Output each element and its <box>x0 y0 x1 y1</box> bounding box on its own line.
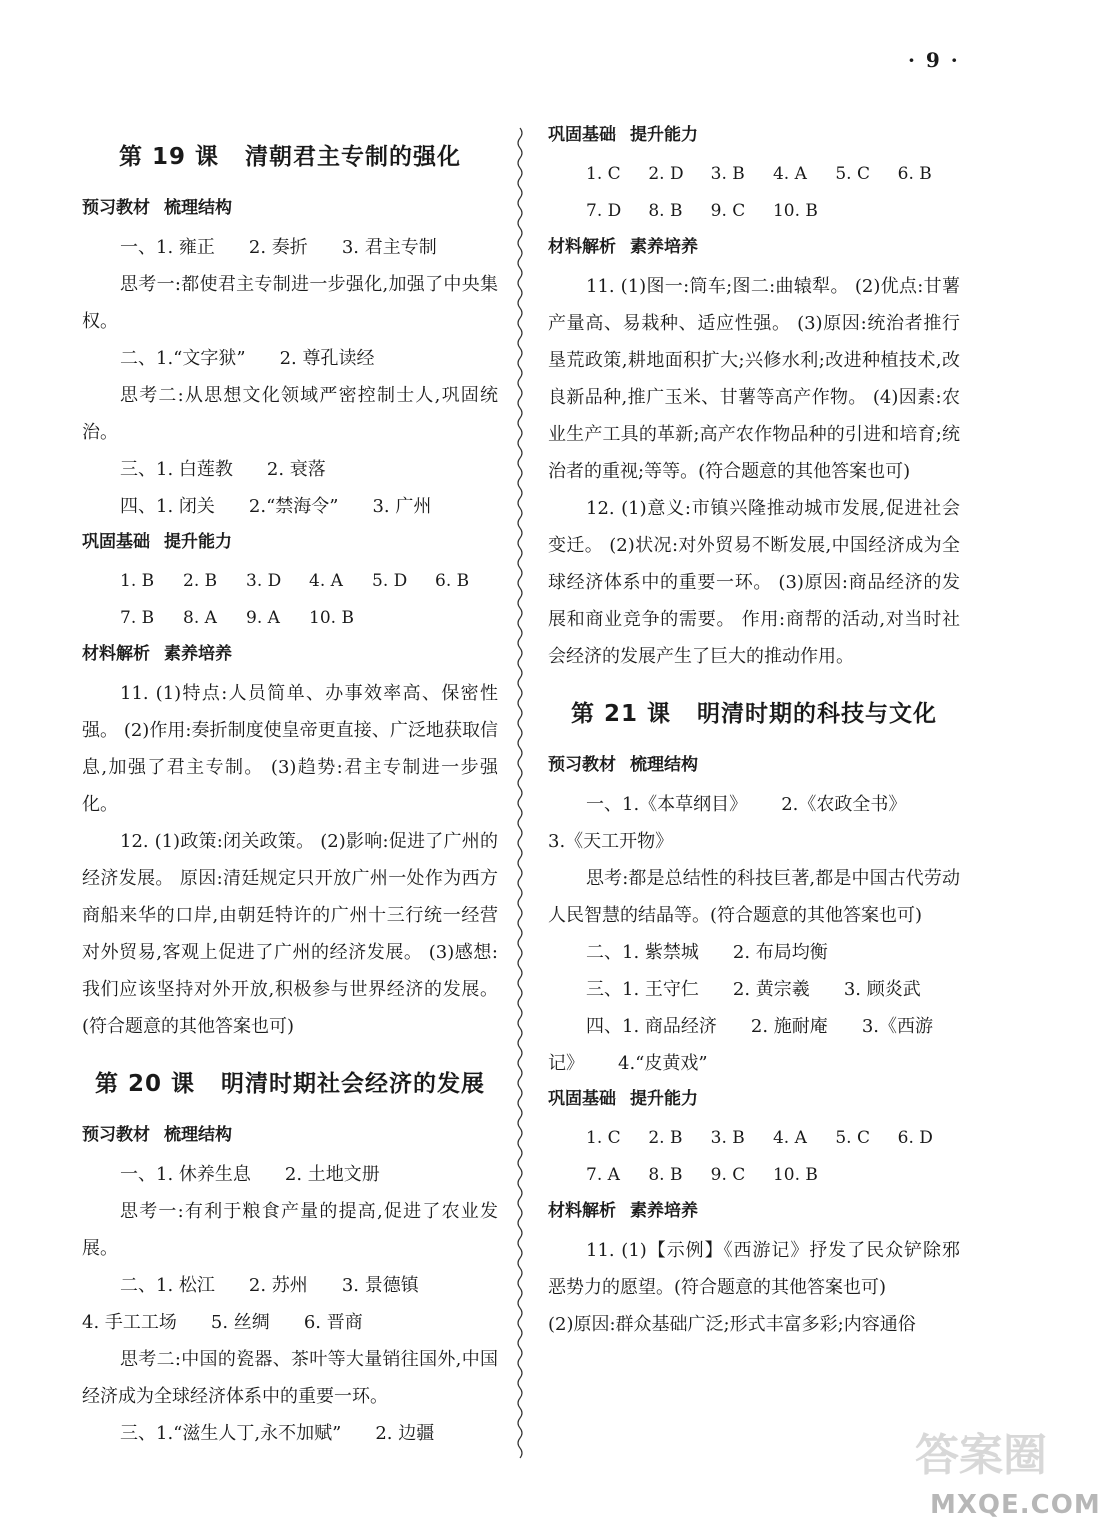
answer-item: 二、1.“文字狱” <box>120 348 246 369</box>
section-label: 提升能力 <box>630 125 698 145</box>
choice-answer: 6. D <box>897 1128 933 1148</box>
answer-paragraph: 11. (1)图一:筒车;图二:曲辕犁。 (2)优点:甘薯产量高、易栽种、适应性强。 (3)原因:统治者推行垦荒政策,耕地面积扩大;兴修水利;改进种植技术,改良新品种,推广玉米、甘薯等高产作物。 (4)因素:农业生产工具的革新;高产农作物品种的引进和培育;统治者的重视;等等。(符合题意的其他答案也可) <box>548 276 960 482</box>
choice-answer: 2. B <box>648 1128 683 1148</box>
answer-item: 2. 土地文册 <box>284 1164 380 1185</box>
answer-item: 一、1. 雍正 <box>120 237 215 258</box>
section-label: 材料解析 <box>82 644 150 664</box>
answer-paragraph: (2)原因:群众基础广泛;形式丰富多彩;内容通俗 <box>548 1314 916 1335</box>
section-label: 梳理结构 <box>164 198 232 218</box>
answer-line <box>82 488 498 525</box>
choice-answers <box>548 156 960 230</box>
section-heading <box>548 232 960 262</box>
choice-answer: 3. B <box>710 164 745 184</box>
section-heading <box>82 1120 498 1150</box>
answer-item: 2. 边疆 <box>375 1423 435 1444</box>
section-label: 素养培养 <box>630 237 698 257</box>
answer-item: 3. 广州 <box>372 496 432 517</box>
choice-answer: 5. C <box>835 164 870 184</box>
section-label: 梳理结构 <box>630 755 698 775</box>
lesson-21-title <box>548 695 960 728</box>
answer-line <box>82 451 498 488</box>
section-heading <box>548 750 960 780</box>
section-label: 预习教材 <box>548 755 616 775</box>
choice-answer: 6. B <box>435 571 470 591</box>
answer-item: 四、1. 闭关 <box>120 496 215 517</box>
section-label: 提升能力 <box>164 532 232 552</box>
lesson-number: 第 21 课 <box>570 701 672 727</box>
think-paragraph: 思考一:都使君主专制进一步强化,加强了中央集权。 <box>82 274 498 332</box>
choice-answer: 1. C <box>586 1128 621 1148</box>
think-paragraph: 思考二:从思想文化领域严密控制士人,巩固统治。 <box>82 385 498 443</box>
answer-paragraph: 11. (1)特点:人员简单、办事效率高、保密性强。 (2)作用:奏折制度使皇帝更直接、广泛地获取信息,加强了君主专制。 (3)趋势:君主专制进一步强化。 <box>82 683 498 815</box>
section-label: 素养培养 <box>164 644 232 664</box>
choice-answer: 7. D <box>586 201 622 221</box>
section-heading <box>548 1196 960 1226</box>
right-column <box>548 118 960 1343</box>
answer-item: 三、1. 白莲教 <box>120 459 233 480</box>
choice-answer: 7. A <box>586 1165 620 1185</box>
choice-answer: 10. B <box>772 1165 818 1185</box>
answer-line <box>82 229 498 266</box>
answer-line <box>82 340 498 377</box>
left-column <box>82 118 498 1452</box>
watermark-text: MXQE.COM <box>930 1490 1101 1520</box>
choice-answer: 9. A <box>246 608 280 628</box>
choice-answer: 7. B <box>120 608 155 628</box>
choice-answer: 6. B <box>897 164 932 184</box>
answer-item: 2. 尊孔读经 <box>279 348 375 369</box>
answer-item: 3. 君主专制 <box>341 237 437 258</box>
lesson-number: 第 19 课 <box>118 144 220 170</box>
section-label: 预习教材 <box>82 198 150 218</box>
answer-item: 记》 <box>548 1053 584 1074</box>
choice-answer: 5. C <box>835 1128 870 1148</box>
page-number: · 9 · <box>908 48 960 72</box>
answer-item: 2.“禁海令” <box>248 496 339 517</box>
choice-answers <box>548 1120 960 1194</box>
section-label: 梳理结构 <box>164 1125 232 1145</box>
section-heading <box>82 527 498 557</box>
answer-item: 3. 景德镇 <box>341 1275 419 1296</box>
answer-paragraph: 11. (1)【示例】《西游记》抒发了民众铲除邪恶势力的愿望。(符合题意的其他答案也可) <box>548 1240 960 1298</box>
choice-answer: 8. B <box>648 1165 683 1185</box>
section-heading <box>548 120 960 150</box>
answer-item: 四、1. 商品经济 <box>586 1016 717 1037</box>
answer-item: 三、1.“滋生人丁,永不加赋” <box>120 1423 342 1444</box>
watermark-logo-text: 答案圈 <box>915 1430 1047 1481</box>
section-label: 预习教材 <box>82 1125 150 1145</box>
choice-answer: 4. A <box>309 571 343 591</box>
answer-paragraph: 12. (1)政策:闭关政策。 (2)影响:促进了广州的经济发展。 原因:清廷规定只开放广州一处作为西方商船来华的口岸,由朝廷特许的广州十三行统一经营对外贸易,客观上促进了广州的经济发展。 (3)感想:我们应该坚持对外开放,积极参与世界经济的发展。(符合题意的其他答案也可) <box>82 831 498 1037</box>
choice-answer: 4. A <box>772 164 807 184</box>
answer-line <box>548 971 960 1008</box>
answer-line <box>82 1156 498 1193</box>
section-label: 巩固基础 <box>548 125 616 145</box>
answer-line <box>82 1267 498 1304</box>
answer-item: 2. 奏折 <box>248 237 308 258</box>
choice-answer: 9. C <box>710 201 746 221</box>
answer-item: 3. 顾炎武 <box>843 979 921 1000</box>
answer-line <box>548 786 960 823</box>
section-heading <box>82 193 498 223</box>
answer-item: 2. 苏州 <box>248 1275 308 1296</box>
choice-answer: 8. B <box>648 201 683 221</box>
think-paragraph: 思考二:中国的瓷器、茶叶等大量销往国外,中国经济成为全球经济体系中的重要一环。 <box>82 1349 498 1407</box>
choice-answer: 4. A <box>772 1128 807 1148</box>
choice-answer: 8. A <box>183 608 217 628</box>
answer-item: 6. 晋商 <box>303 1312 363 1333</box>
choice-answer: 10. B <box>772 201 818 221</box>
answer-item: 2. 布局均衡 <box>732 942 828 963</box>
answer-paragraph: 12. (1)意义:市镇兴隆推动城市发展,促进社会变迁。 (2)状况:对外贸易不断发展,中国经济成为全球经济体系中的重要一环。 (3)原因:商品经济的发展和商业竞争的需要。 作用:商帮的活动,对当时社会经济的发展产生了巨大的推动作用。 <box>548 498 960 667</box>
answer-item: 2. 衰落 <box>266 459 326 480</box>
section-label: 材料解析 <box>548 237 616 257</box>
answer-item: 一、1.《本草纲目》 <box>586 794 748 815</box>
choice-answer: 3. B <box>710 1128 745 1148</box>
section-label: 提升能力 <box>630 1089 698 1109</box>
choice-answer: 9. C <box>710 1165 746 1185</box>
answer-item: 2. 黄宗羲 <box>732 979 810 1000</box>
choice-answer: 3. D <box>246 571 282 591</box>
answer-item: 二、1. 松江 <box>120 1275 215 1296</box>
section-label: 巩固基础 <box>82 532 150 552</box>
answer-item: 二、1. 紫禁城 <box>586 942 699 963</box>
lesson-name: 明清时期的科技与文化 <box>697 701 938 727</box>
answer-item: 2.《农政全书》 <box>781 794 907 815</box>
answer-line <box>548 1045 960 1082</box>
answer-item: 三、1. 王守仁 <box>586 979 699 1000</box>
choice-answer: 2. B <box>183 571 218 591</box>
choice-answers <box>82 563 498 637</box>
column-divider <box>510 128 530 1458</box>
answer-item: 3.《西游 <box>861 1016 933 1037</box>
lesson-20-title <box>82 1065 498 1098</box>
choice-answer: 1. B <box>120 571 155 591</box>
section-label: 素养培养 <box>630 1201 698 1221</box>
lesson-19-title <box>82 138 498 171</box>
answer-line <box>548 1008 960 1045</box>
answer-item: 5. 丝绸 <box>210 1312 270 1333</box>
answer-line <box>548 934 960 971</box>
answer-line <box>82 1304 498 1341</box>
think-paragraph: 思考一:有利于粮食产量的提高,促进了农业发展。 <box>82 1201 498 1259</box>
choice-answer: 1. C <box>586 164 621 184</box>
answer-item: 4. 手工工场 <box>82 1312 177 1333</box>
answer-line: 3.《天工开物》 <box>548 831 674 852</box>
section-heading <box>548 1084 960 1114</box>
answer-item: 2. 施耐庵 <box>750 1016 828 1037</box>
section-heading <box>82 639 498 669</box>
choice-answer: 10. B <box>309 608 354 628</box>
answer-item: 一、1. 休养生息 <box>120 1164 251 1185</box>
section-label: 材料解析 <box>548 1201 616 1221</box>
section-label: 巩固基础 <box>548 1089 616 1109</box>
lesson-number: 第 20 课 <box>94 1071 196 1097</box>
choice-answer: 2. D <box>648 164 684 184</box>
choice-answer: 5. D <box>372 571 408 591</box>
think-paragraph: 思考:都是总结性的科技巨著,都是中国古代劳动人民智慧的结晶等。(符合题意的其他答案也可) <box>548 868 960 926</box>
answer-line <box>82 1415 498 1452</box>
answer-item: 4.“皮黄戏” <box>618 1053 708 1074</box>
lesson-name: 清朝君主专制的强化 <box>245 144 462 170</box>
lesson-name: 明清时期社会经济的发展 <box>221 1071 486 1097</box>
